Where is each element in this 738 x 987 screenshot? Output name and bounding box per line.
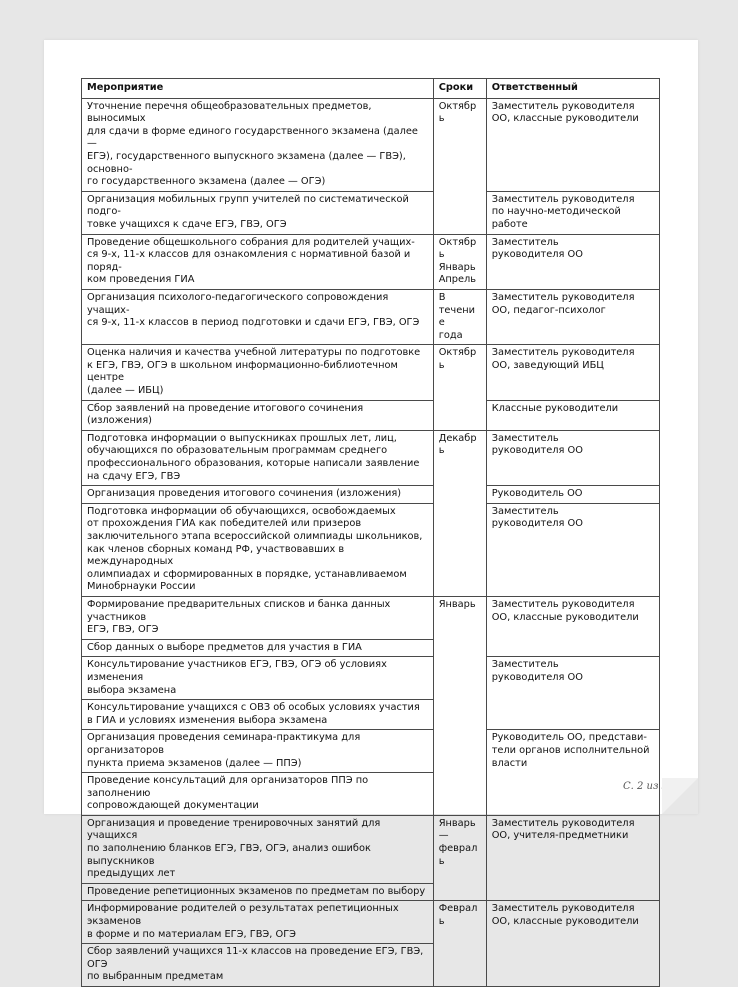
header-responsible: Ответственный [486,79,659,99]
event-cell: Сбор заявлений на проведение итогового сочинения (изложения) [82,400,434,430]
responsible-cell: Классные руководители [486,400,659,430]
table-row [82,486,660,504]
event-cell: Организация и проведение тренировочных занятий для учащихся по заполнению бланков ЕГЭ, ГВЭ, ОГЭ, анализ ошибок выпускников предыдущих лет [82,815,434,883]
event-cell: Формирование предварительных списков и банка данных участников ЕГЭ, ГВЭ, ОГЭ [82,596,434,639]
responsible-cell: Заместитель руководителя ОО, учителя-предметники [486,815,659,901]
term-cell: Февраль [433,901,486,987]
term-cell: Январь [433,596,486,815]
responsible-cell: Заместитель руководителя ОО, классные руководители [486,98,659,191]
term-cell: В течение года [433,289,486,344]
event-cell: Проведение общешкольного собрания для родителей учащих- ся 9-х, 11-х классов для ознакомления с нормативной базой и поряд- ком проведения ГИА [82,234,434,289]
table-row [82,730,660,773]
table-row [82,596,660,639]
responsible-cell: Заместитель руководителя ОО [486,657,659,730]
event-cell: Сбор заявлений учащихся 11-х классов на проведение ЕГЭ, ГВЭ, ОГЭ по выбранным предметам [82,944,434,987]
responsible-cell: Заместитель руководителя ОО [486,503,659,596]
table-row [82,657,660,700]
event-cell: Подготовка информации о выпускниках прошлых лет, лиц, обучающихся по образовательным программам среднего профессионального образования, которые написали заявление на сдачу ЕГЭ, ГВЭ [82,430,434,485]
table-row [82,191,660,234]
event-cell: Организация проведения итогового сочинения (изложения) [82,486,434,504]
term-cell: Октябрь [433,98,486,234]
event-cell: Оценка наличия и качества учебной литературы по подготовке к ЕГЭ, ГВЭ, ОГЭ в школьном информационно-библиотечном центре (далее — ИБЦ) [82,345,434,400]
table-row [82,815,660,883]
document-page [44,40,698,983]
event-cell: Сбор данных о выборе предметов для участия в ГИА [82,639,434,657]
event-cell: Организация проведения семинара-практикума для организаторов пункта приема экзаменов (далее — ППЭ) [82,730,434,773]
event-cell: Информирование родителей о результатах репетиционных экзаменов в форме и по материалам ЕГЭ, ГВЭ, ОГЭ [82,901,434,944]
responsible-cell: Заместитель руководителя ОО [486,430,659,485]
responsible-cell: Заместитель руководителя ОО [486,234,659,289]
responsible-cell: Заместитель руководителя ОО, педагог-психолог [486,289,659,344]
responsible-cell: Заместитель руководителя ОО, классные руководители [486,596,659,656]
page-number: С. 2 из 3 [623,781,668,792]
table-row [82,901,660,944]
event-cell: Организация мобильных групп учителей по систематической подго- товке учащихся к сдаче ЕГЭ, ГВЭ, ОГЭ [82,191,434,234]
event-cell: Уточнение перечня общеобразовательных предметов, выносимых для сдачи в форме единого государственного экзамена (далее — ЕГЭ), государственного выпускного экзамена (далее — ГВЭ), основно- го государственного экзамена (далее — ОГЭ) [82,98,434,191]
responsible-cell: Заместитель руководителя ОО, заведующий ИБЦ [486,345,659,400]
table-row [82,503,660,596]
responsible-cell: Заместитель руководителя ОО, классные руководители [486,901,659,987]
page-corner-fold [662,778,698,814]
table-header-row [82,79,660,99]
responsible-cell: Руководитель ОО, представи- тели органов исполнительной власти [486,730,659,816]
table-row [82,98,660,191]
table-row [82,345,660,400]
table-row [82,289,660,344]
event-cell: Проведение репетиционных экзаменов по предметам по выбору [82,883,434,901]
event-cell: Консультирование учащихся с ОВЗ об особых условиях участия в ГИА и условиях изменения выбора экзамена [82,700,434,730]
event-cell: Консультирование участников ЕГЭ, ГВЭ, ОГЭ об условиях изменения выбора экзамена [82,657,434,700]
events-table [81,78,660,987]
header-term: Сроки [433,79,486,99]
responsible-cell: Руководитель ОО [486,486,659,504]
event-cell: Проведение консультаций для организаторов ППЭ по заполнению сопровождающей документации [82,773,434,816]
term-cell: Октябрь [433,345,486,431]
table-row [82,234,660,289]
event-cell: Организация психолого-педагогического сопровождения учащих- ся 9-х, 11-х классов в период подготовки и сдачи ЕГЭ, ГВЭ, ОГЭ [82,289,434,344]
responsible-cell: Заместитель руководителя по научно-методической работе [486,191,659,234]
table-row [82,400,660,430]
table-row [82,430,660,485]
header-event: Мероприятие [82,79,434,99]
term-cell: Октябрь Январь Апрель [433,234,486,289]
term-cell: Январь — февраль [433,815,486,901]
event-cell: Подготовка информации об обучающихся, освобождаемых от прохождения ГИА как победителей или призеров заключительного этапа всероссийской олимпиады школьников, как членов сборных команд РФ, участвовавших в международных олимпиадах и сформированных в порядке, устанавливаемом Минобрнауки России [82,503,434,596]
term-cell: Декабрь [433,430,486,596]
